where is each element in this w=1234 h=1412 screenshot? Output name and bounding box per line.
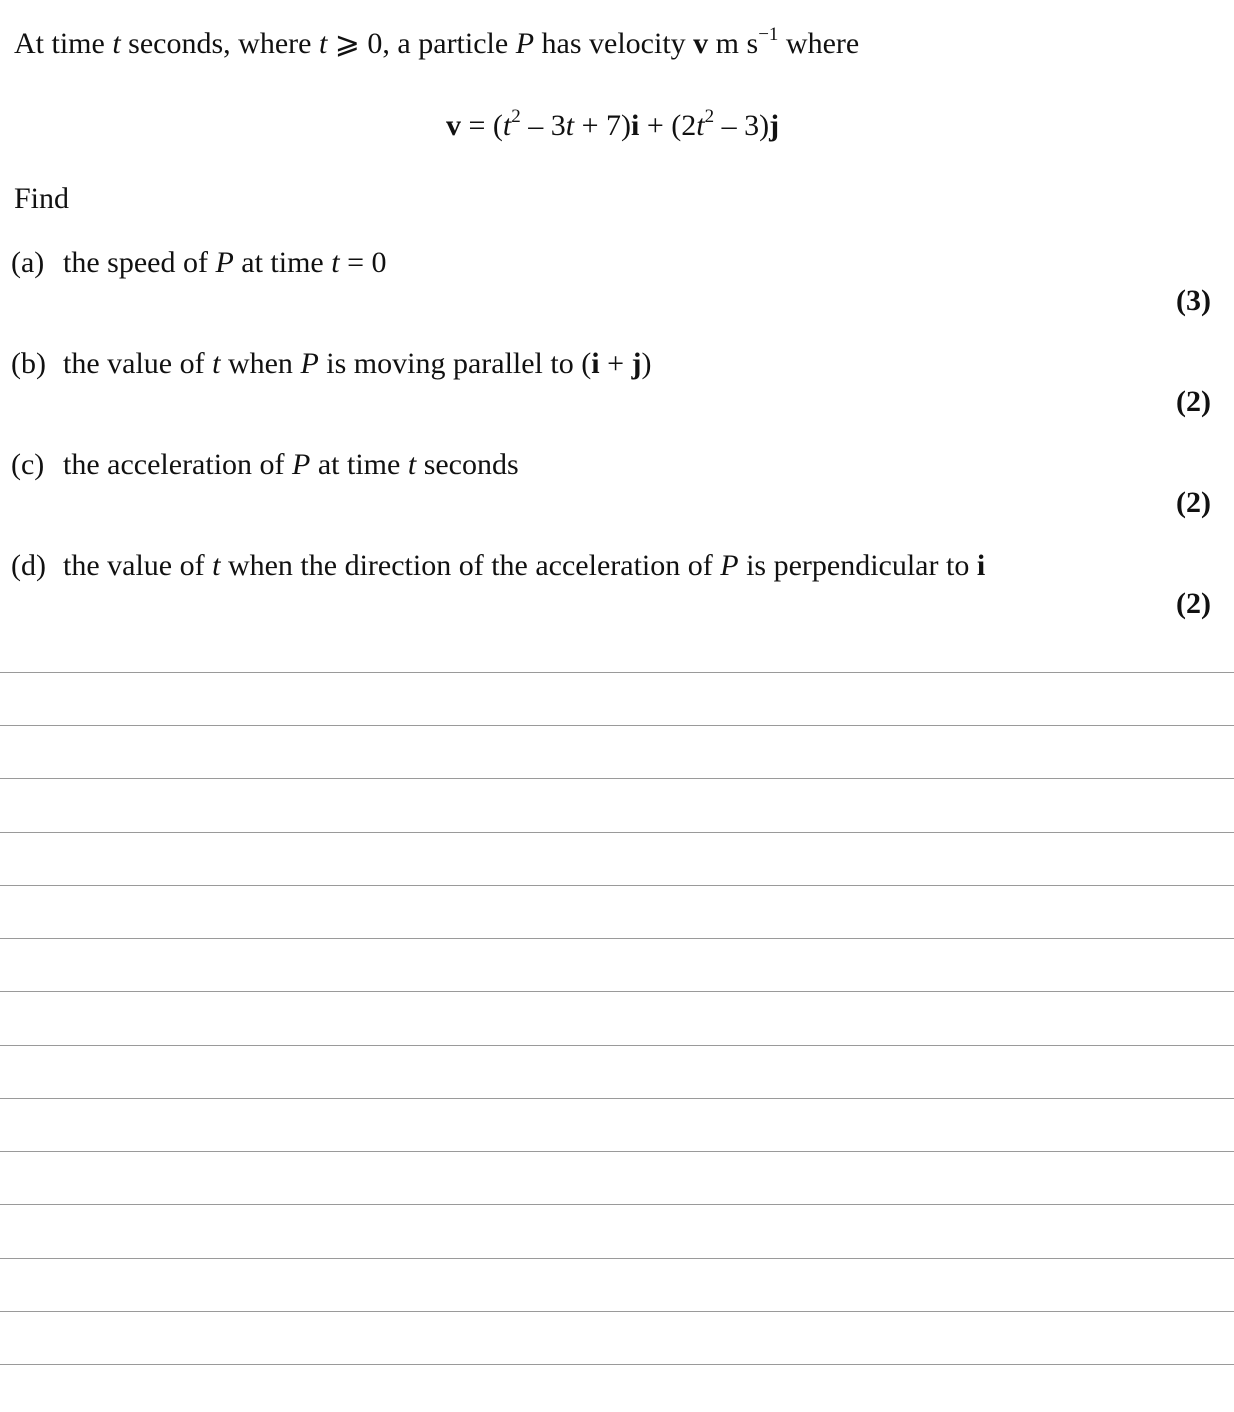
- velocity-units: m s: [708, 27, 759, 60]
- part-label: (a): [11, 246, 45, 279]
- marks-c: (2): [1176, 486, 1211, 519]
- equation-text: + 7): [574, 109, 632, 142]
- marks-d: (2): [1176, 587, 1211, 620]
- part-text: when: [220, 347, 301, 380]
- question-intro: [14, 26, 859, 62]
- equation-text: – 3): [714, 109, 770, 142]
- part-text: seconds: [416, 448, 519, 481]
- variable-p: P: [720, 549, 739, 582]
- variable-p: P: [292, 448, 311, 481]
- part-text: the value of: [63, 549, 213, 582]
- unit-vector-i: i: [591, 347, 600, 380]
- intro-text: where: [778, 27, 860, 60]
- intro-text: At time: [14, 27, 113, 60]
- equation-text: = (: [461, 109, 503, 142]
- answer-line[interactable]: [0, 1204, 1234, 1205]
- unit-vector-i: i: [631, 109, 640, 142]
- vector-v: v: [693, 27, 709, 60]
- variable-t: t: [502, 109, 512, 142]
- intro-text: has velocity: [534, 27, 694, 60]
- plus-sign: +: [599, 347, 632, 380]
- part-text: at time: [233, 246, 332, 279]
- part-text: = 0: [339, 246, 387, 279]
- velocity-equation: [446, 108, 779, 144]
- variable-t: t: [318, 27, 328, 60]
- equation-text: – 3: [520, 109, 566, 142]
- exponent: 2: [511, 106, 521, 127]
- unit-vector-j: j: [631, 347, 642, 380]
- variable-t: t: [696, 109, 705, 142]
- paren: ): [641, 347, 652, 380]
- part-label: (b): [11, 347, 46, 380]
- unit-vector-j: j: [769, 109, 780, 142]
- answer-line[interactable]: [0, 725, 1234, 726]
- answer-line[interactable]: [0, 885, 1234, 886]
- answer-line[interactable]: [0, 1258, 1234, 1259]
- answer-line[interactable]: [0, 832, 1234, 833]
- marks-a: (3): [1176, 284, 1211, 317]
- answer-line[interactable]: [0, 991, 1234, 992]
- part-d: [11, 548, 985, 584]
- intro-text: ⩾ 0, a particle: [327, 27, 516, 60]
- part-c: [11, 447, 519, 483]
- part-a: [11, 245, 387, 281]
- variable-t: t: [407, 448, 417, 481]
- variable-t: t: [331, 246, 340, 279]
- answer-line[interactable]: [0, 1045, 1234, 1046]
- part-b: [11, 346, 652, 382]
- variable-p: P: [515, 27, 535, 60]
- variable-t: t: [112, 27, 121, 60]
- part-text: the value of: [63, 347, 213, 380]
- answer-line[interactable]: [0, 1098, 1234, 1099]
- answer-line[interactable]: [0, 1311, 1234, 1312]
- answer-line[interactable]: [0, 1364, 1234, 1365]
- variable-t: t: [212, 347, 221, 380]
- part-text: is moving parallel to: [318, 347, 582, 380]
- paren: (: [581, 347, 592, 380]
- marks-b: (2): [1176, 385, 1211, 418]
- exponent: 2: [704, 106, 715, 127]
- answer-line[interactable]: [0, 938, 1234, 939]
- part-text: the speed of: [63, 246, 216, 279]
- intro-text: seconds, where: [120, 27, 319, 60]
- part-label: (c): [11, 448, 45, 481]
- part-text: the acceleration of: [63, 448, 293, 481]
- part-label: (d): [11, 549, 46, 582]
- variable-p: P: [300, 347, 319, 380]
- find-heading: Find: [14, 182, 70, 215]
- variable-t: t: [565, 109, 575, 142]
- units-exponent: −1: [758, 24, 779, 45]
- part-text: is perpendicular to: [738, 549, 977, 582]
- part-text: at time: [310, 448, 408, 481]
- answer-line[interactable]: [0, 778, 1234, 779]
- part-text: when the direction of the acceleration of: [220, 549, 721, 582]
- vector-v: v: [446, 109, 461, 142]
- variable-t: t: [212, 549, 221, 582]
- answer-line[interactable]: [0, 1151, 1234, 1152]
- answer-line[interactable]: [0, 672, 1234, 673]
- variable-p: P: [215, 246, 234, 279]
- equation-text: + (2: [639, 109, 697, 142]
- unit-vector-i: i: [976, 549, 986, 582]
